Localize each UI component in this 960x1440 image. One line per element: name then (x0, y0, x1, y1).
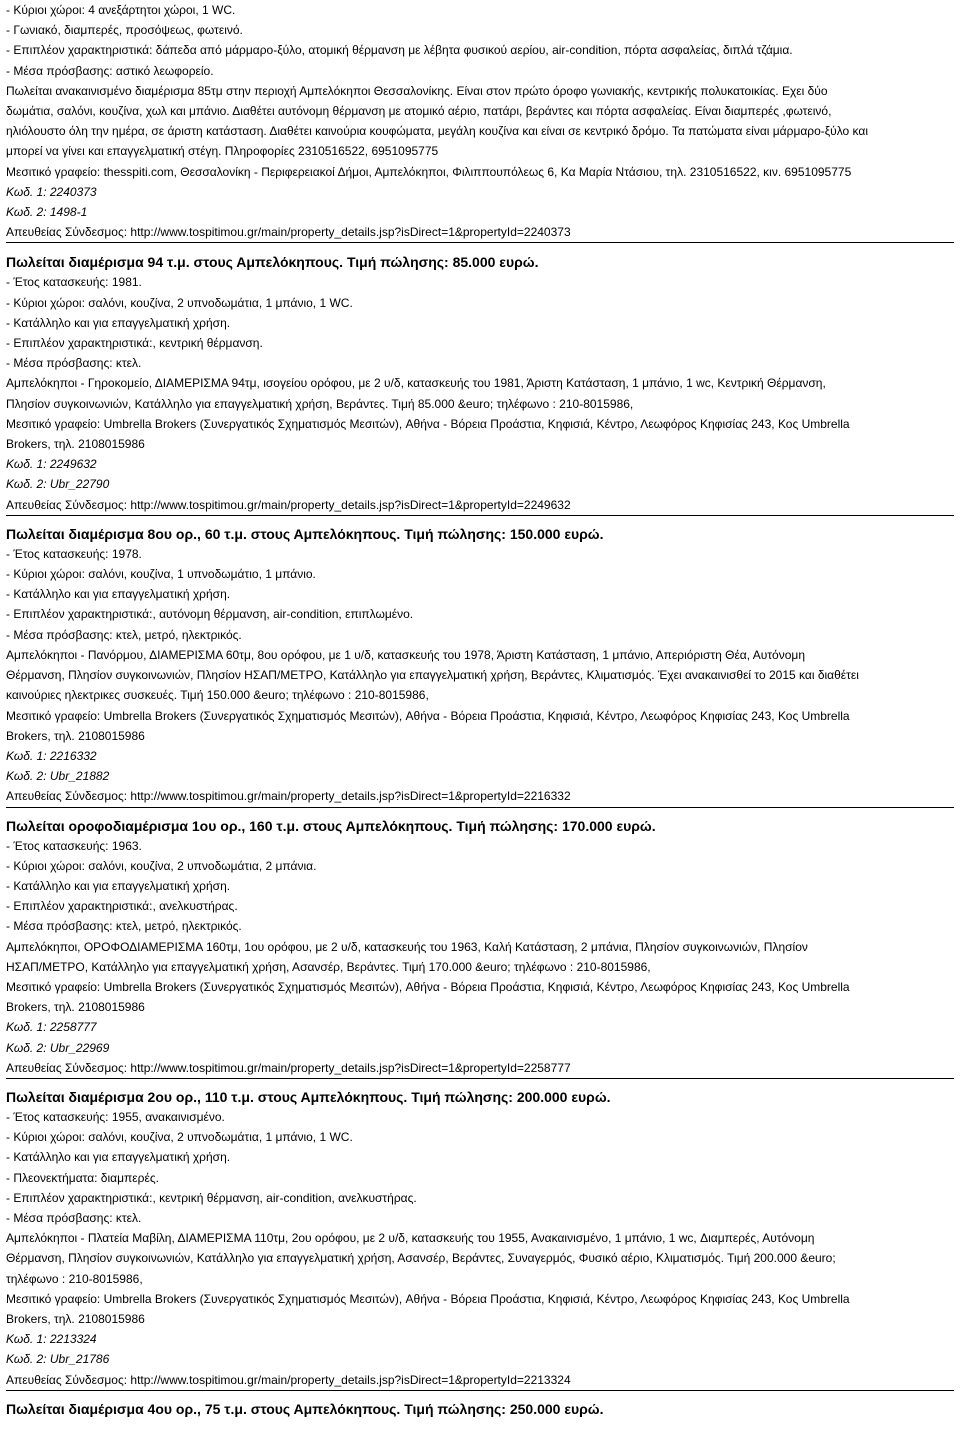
feature-line: - Μέσα πρόσβασης: κτελ, μετρό, ηλεκτρικός. (6, 919, 242, 934)
feature-line: - Έτος κατασκευής: 1978. (6, 546, 142, 561)
description-line: Μεσιτικό γραφείο: Umbrella Brokers (Συνεργατικός Σχηματισμός Μεσιτών), Αθήνα - Βόρεια Προάστια, Κηφισιά, Κέντρο, Λεωφόρος Κηφισίας 243, Κος Umbrella (6, 416, 850, 431)
listing-code-2: Κωδ. 2: 1498-1 (6, 205, 88, 220)
intro-description-line: δωμάτια, σαλόνι, κουζίνα, χωλ και μπάνιο. Διαθέτει αυτόνομη θέρμανση με ατομικό αέριο, πατάρι, βεράντες και πόρτα ασφαλείας. Είναι διαμπερές ,φωτεινό, (6, 104, 832, 119)
feature-line: - Επιπλέον χαρακτηριστικά:, κεντρική θέρμανση, air-condition, ανελκυστήρας. (6, 1190, 417, 1205)
listing-code-1: Κωδ. 1: 2213324 (6, 1332, 97, 1347)
listing-code-2: Κωδ. 2: Ubr_21786 (6, 1352, 110, 1367)
description-line: Αμπελόκηποι, ΟΡΟΦΟΔΙΑΜΕΡΙΣΜΑ 160τμ, 1ου ορόφου, με 2 υ/δ, κατασκευής του 1963, Καλή Κατάσταση, 2 μπάνια, Πλησίον συγκοινωνιών, Πλησίον (6, 939, 808, 954)
listing (6, 1087, 954, 1390)
description-line: Πλησίον συγκοινωνιών, Κατάλληλο για επαγγελματική χρήση, Βεράντες. Τιμή 85.000 &euro; τηλέφωνο : 210-8015986, (6, 396, 634, 411)
listing-title: Πωλείται διαμέρισμα 2ου ορ., 110 τ.μ. στους Αμπελόκηπους. Τιμή πώλησης: 200.000 ευρώ. (6, 1088, 611, 1105)
listing (6, 524, 954, 807)
direct-link[interactable]: Απευθείας Σύνδεσμος: http://www.tospitimou.gr/main/property_details.jsp?isDirect=1&propertyId=2258777 (6, 1060, 571, 1075)
description-line: καινούριες ηλεκτρικες συσκευές. Τιμή 150.000 &euro; τηλέφωνο : 210-8015986, (6, 688, 429, 703)
feature-line: - Κατάλληλο και για επαγγελματική χρήση. (6, 878, 231, 893)
description-line: Μεσιτικό γραφείο: Umbrella Brokers (Συνεργατικός Σχηματισμός Μεσιτών), Αθήνα - Βόρεια Προάστια, Κηφισιά, Κέντρο, Λεωφόρος Κηφισίας 243, Κος Umbrella (6, 1291, 850, 1306)
feature-line: - Κύριοι χώροι: σαλόνι, κουζίνα, 2 υπνοδωμάτια, 2 μπάνια. (6, 858, 317, 873)
listing-code-2: Κωδ. 2: Ubr_21882 (6, 769, 110, 784)
intro-line: - Επιπλέον χαρακτηριστικά: δάπεδα από μάρμαρο-ξύλο, ατομική θέρμανση με λέβητα φυσικού αερίου, air-condition, πόρτα ασφαλείας, διπλά τζάμια. (6, 43, 793, 58)
direct-link[interactable]: Απευθείας Σύνδεσμος: http://www.tospitimou.gr/main/property_details.jsp?isDirect=1&propertyId=2240373 (6, 225, 571, 240)
listing-title: Πωλείται οροφοδιαμέρισμα 1ου ορ., 160 τ.μ. στους Αμπελόκηπους. Τιμή πώλησης: 170.000 ευρώ. (6, 817, 656, 834)
intro-listing (6, 0, 954, 242)
description-line: τηλέφωνο : 210-8015986, (6, 1271, 143, 1286)
feature-line: - Επιπλέον χαρακτηριστικά:, κεντρική θέρμανση. (6, 336, 263, 351)
description-line: Brokers, τηλ. 2108015986 (6, 1311, 145, 1326)
listing (6, 1399, 954, 1419)
feature-line: - Πλεονεκτήματα: διαμπερές. (6, 1170, 159, 1185)
listing-code-1: Κωδ. 1: 2216332 (6, 748, 97, 763)
description-line: Brokers, τηλ. 2108015986 (6, 437, 145, 452)
feature-line: - Έτος κατασκευής: 1963. (6, 838, 142, 853)
description-line: Μεσιτικό γραφείο: Umbrella Brokers (Συνεργατικός Σχηματισμός Μεσιτών), Αθήνα - Βόρεια Προάστια, Κηφισιά, Κέντρο, Λεωφόρος Κηφισίας 243, Κος Umbrella (6, 708, 850, 723)
intro-line: - Γωνιακό, διαμπερές, προσόψεως, φωτεινό. (6, 23, 243, 38)
listing-code-2: Κωδ. 2: Ubr_22969 (6, 1040, 110, 1055)
feature-line: - Μέσα πρόσβασης: κτελ, μετρό, ηλεκτρικός. (6, 627, 242, 642)
feature-line: - Κατάλληλο και για επαγγελματική χρήση. (6, 315, 231, 330)
feature-line: - Κατάλληλο και για επαγγελματική χρήση. (6, 587, 231, 602)
feature-line: - Μέσα πρόσβασης: κτελ. (6, 1210, 142, 1225)
listing (6, 816, 954, 1078)
listing-code-1: Κωδ. 1: 2240373 (6, 184, 97, 199)
direct-link[interactable]: Απευθείας Σύνδεσμος: http://www.tospitimou.gr/main/property_details.jsp?isDirect=1&propertyId=2249632 (6, 497, 571, 512)
feature-line: - Έτος κατασκευής: 1981. (6, 275, 142, 290)
listing-title: Πωλείται διαμέρισμα 8ου ορ., 60 τ.μ. στους Αμπελόκηπους. Τιμή πώλησης: 150.000 ευρώ. (6, 525, 604, 542)
description-line: Μεσιτικό γραφείο: Umbrella Brokers (Συνεργατικός Σχηματισμός Μεσιτών), Αθήνα - Βόρεια Προάστια, Κηφισιά, Κέντρο, Λεωφόρος Κηφισίας 243, Κος Umbrella (6, 979, 850, 994)
listing-title: Πωλείται διαμέρισμα 4ου ορ., 75 τ.μ. στους Αμπελόκηπους. Τιμή πώλησης: 250.000 ευρώ. (6, 1400, 604, 1417)
description-line: Θέρμανση, Πλησίον συγκοινωνιών, Κατάλληλο για επαγγελματική χρήση, Ασανσέρ, Βεράντες, Συναγερμός, Φυσικό αέριο, Κλιματισμός. Τιμή 200.000 &euro; (6, 1251, 836, 1266)
listing-code-1: Κωδ. 1: 2249632 (6, 457, 97, 472)
description-line: Θέρμανση, Πλησίον συγκοινωνιών, Πλησίον ΗΣΑΠ/ΜΕΤΡΟ, Κατάλληλο για επαγγελματική χρήση, Βεράντες, Κλιματισμός. Έχει ανακαινισθεί το 2015 και διαθέτει (6, 668, 859, 683)
feature-line: - Κύριοι χώροι: σαλόνι, κουζίνα, 2 υπνοδωμάτια, 1 μπάνιο, 1 WC. (6, 1130, 353, 1145)
direct-link[interactable]: Απευθείας Σύνδεσμος: http://www.tospitimou.gr/main/property_details.jsp?isDirect=1&propertyId=2213324 (6, 1372, 571, 1387)
description-line: ΗΣΑΠ/ΜΕΤΡΟ, Κατάλληλο για επαγγελματική χρήση, Ασανσέρ, Βεράντες. Τιμή 170.000 &euro; τηλέφωνο : 210-8015986, (6, 959, 651, 974)
feature-line: - Κατάλληλο και για επαγγελματική χρήση. (6, 1150, 231, 1165)
intro-description-line: ηλιόλουστο όλη την ημέρα, σε άριστη κατάσταση. Διαθέτει καινούρια κουφώματα, μεγάλη κουζίνα και είναι σε κεντρικό δρόμο. Τα πατώματα είναι μάρμαρο-ξύλο και (6, 124, 869, 139)
description-line: Brokers, τηλ. 2108015986 (6, 1000, 145, 1015)
feature-line: - Κύριοι χώροι: σαλόνι, κουζίνα, 1 υπνοδωμάτιο, 1 μπάνιο. (6, 567, 316, 582)
document-page (6, 0, 954, 1419)
listing-title: Πωλείται διαμέρισμα 94 τ.μ. στους Αμπελόκηπους. Τιμή πώλησης: 85.000 ευρώ. (6, 254, 539, 271)
intro-description-line: Πωλείται ανακαινισμένο διαμέρισμα 85τμ στην περιοχή Αμπελόκηποι Θεσσαλονίκης. Είναι στον πρώτο όροφο γωνιακής, κεντρικής πολυκατοικίας. Εχει δύο (6, 83, 828, 98)
listing-code-1: Κωδ. 1: 2258777 (6, 1020, 97, 1035)
description-line: Brokers, τηλ. 2108015986 (6, 728, 145, 743)
intro-agency-line: Μεσιτικό γραφείο: thesspiti.com, Θεσσαλονίκη - Περιφερειακοί Δήμοι, Αμπελόκηποι, Φιλιππουπόλεως 6, Κα Μαρία Ντάσιου, τηλ. 2310516522, κιν. 6951095775 (6, 164, 852, 179)
description-line: Αμπελόκηποι - Γηροκομείο, ΔΙΑΜΕΡΙΣΜΑ 94τμ, ισογείου ορόφου, με 2 υ/δ, κατασκευής του 1981, Άριστη Κατάσταση, 1 μπάνιο, 1 wc, Κεντρική Θέρμανση, (6, 376, 826, 391)
intro-line: - Μέσα πρόσβασης: αστικό λεωφορείο. (6, 63, 214, 78)
intro-description-line: μπορεί να γίνει και επαγγελματική στέγη. Πληροφορίες 2310516522, 6951095775 (6, 144, 439, 159)
feature-line: - Επιπλέον χαρακτηριστικά:, ανελκυστήρας. (6, 899, 238, 914)
listing-code-2: Κωδ. 2: Ubr_22790 (6, 477, 110, 492)
feature-line: - Μέσα πρόσβασης: κτελ. (6, 356, 142, 371)
feature-line: - Έτος κατασκευής: 1955, ανακαινισμένο. (6, 1109, 225, 1124)
listing (6, 252, 954, 514)
description-line: Αμπελόκηποι - Πανόρμου, ΔΙΑΜΕΡΙΣΜΑ 60τμ, 8ου ορόφου, με 1 υ/δ, κατασκευής του 1978, Άριστη Κατάσταση, 1 μπάνιο, Απεριόριστη Θέα, Αυτόνομη (6, 647, 805, 662)
intro-line: - Κύριοι χώροι: 4 ανεξάρτητοι χώροι, 1 WC. (6, 3, 236, 17)
feature-line: - Κύριοι χώροι: σαλόνι, κουζίνα, 2 υπνοδωμάτια, 1 μπάνιο, 1 WC. (6, 295, 353, 310)
feature-line: - Επιπλέον χαρακτηριστικά:, αυτόνομη θέρμανση, air-condition, επιπλωμένο. (6, 607, 414, 622)
direct-link[interactable]: Απευθείας Σύνδεσμος: http://www.tospitimou.gr/main/property_details.jsp?isDirect=1&propertyId=2216332 (6, 789, 571, 804)
description-line: Αμπελόκηποι - Πλατεία Μαβίλη, ΔΙΑΜΕΡΙΣΜΑ 110τμ, 2ου ορόφου, με 2 υ/δ, κατασκευής του 1955, Ανακαινισμένο, 1 μπάνιο, 1 wc, Διαμπερές, Αυτόνομη (6, 1231, 815, 1246)
